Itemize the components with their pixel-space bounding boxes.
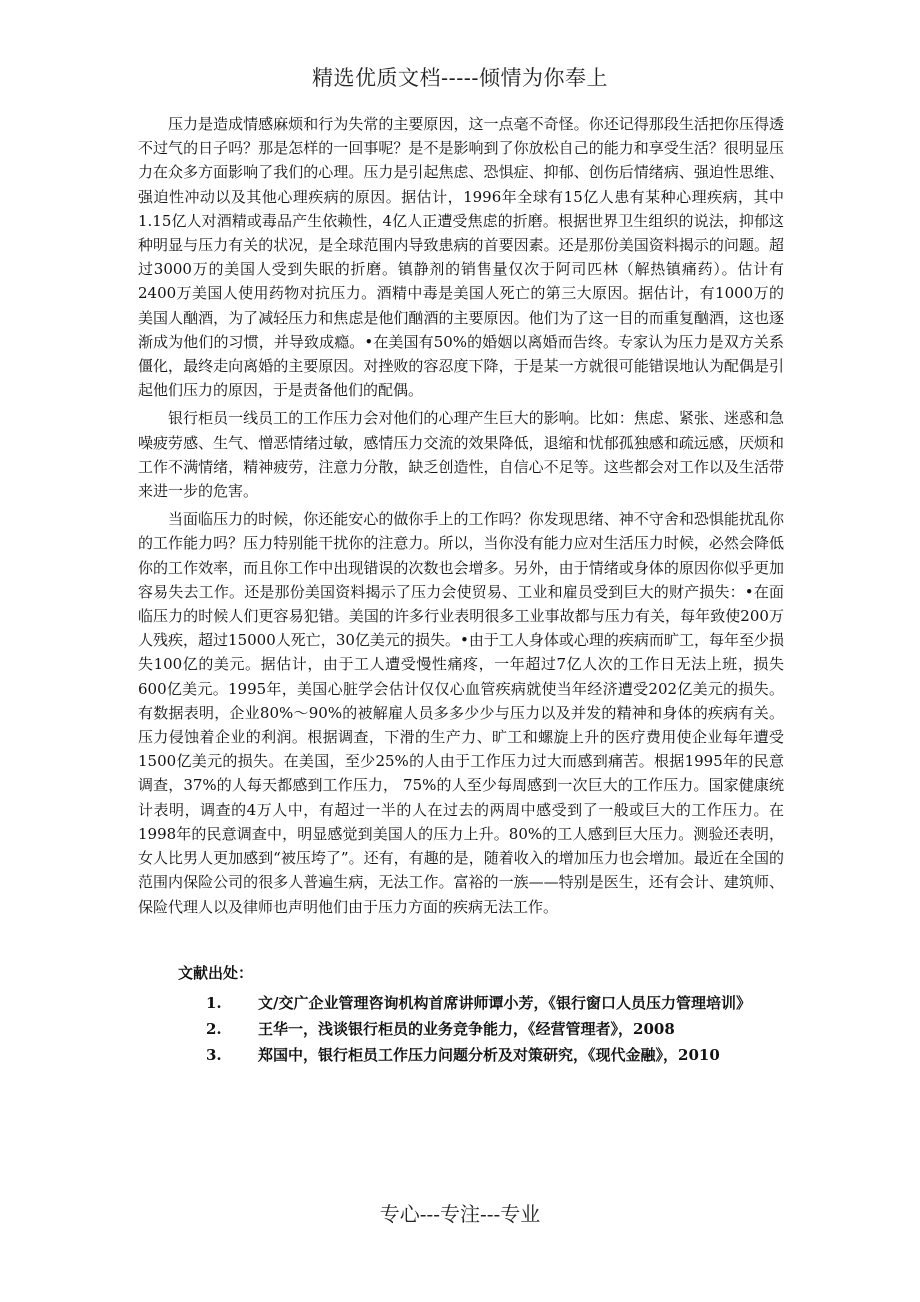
- paragraph-stress-causes: 压力是造成情感麻烦和行为失常的主要原因，这一点毫不奇怪。你还记得那段生活把你压得透不过气的日子吗？那是怎样的一回事呢？是不是影响到了你放松自己的能力和享受生活？很明显压力在众多方面影响了我们的心理。压力是引起焦虑、恐惧症、抑郁、创伤后情绪病、强迫性思维、强迫性冲动以及其他心理疾病的原因。据估计，1996年全球有15亿人患有某种心理疾病，其中1.15亿人对酒精或毒品产生依赖性，4亿人正遭受焦虑的折磨。根据世界卫生组织的说法，抑郁这种明显与压力有关的状况，是全球范围内导致患病的首要因素。还是那份美国资料揭示的问题。超过3000万的美国人受到失眠的折磨。镇静剂的销售量仅次于阿司匹林（解热镇痛药）。估计有2400万美国人使用药物对抗压力。酒精中毒是美国人死亡的第三大原因。据估计，有1000万的美国人酗酒，为了减轻压力和焦虑是他们酗酒的主要原因。他们为了这一目的而重复酗酒，这也逐渐成为他们的习惯，并导致成瘾。•在美国有50%的婚姻以离婚而告终。专家认为压力是双方关系僵化，最终走向离婚的主要原因。对挫败的容忍度下降，于是某一方就很可能错误地认为配偶是引起他们压力的原因，于是责备他们的配偶。: [138, 115, 784, 400]
- reference-text: 郑国中，银行柜员工作压力问题分析及对策研究，《现代金融》，2010: [258, 1046, 720, 1064]
- reference-item: [138, 990, 818, 1016]
- reference-item: [138, 1042, 818, 1068]
- reference-number: 3.: [206, 1046, 222, 1064]
- reference-number: 2.: [206, 1020, 222, 1038]
- paragraph-work-stress: 当面临压力的时候，你还能安心的做你手上的工作吗？你发现思绪、神不守舍和恐惧能扰乱你的工作能力吗？压力特别能干扰你的注意力。所以，当你没有能力应对生活压力时候，必然会降低你的工作效率，而且你工作中出现错误的次数也会增多。另外，由于情绪或身体的原因你似乎更加容易失去工作。还是那份美国资料揭示了压力会使贸易、工业和雇员受到巨大的财产损失：•在面临压力的时候人们更容易犯错。美国的许多行业表明很多工业事故都与压力有关，每年致使200万人残疾，超过15000人死亡，30亿美元的损失。•由于工人身体或心理的疾病而旷工，每年至少损失100亿的美元。据估计，由于工人遭受慢性痛疼，一年超过7亿人次的工作日无法上班，损失600亿美元。1995年，美国心脏学会估计仅仅心血管疾病就使当年经济遭受202亿美元的损失。有数据表明，企业80%～90%的被解雇人员多多少少与压力以及并发的精神和身体的疾病有关。压力侵蚀着企业的利润。根据调查，下滑的生产力、旷工和螺旋上升的医疗费用使企业每年遭受1500亿美元的损失。在美国，至少25%的人由于工作压力过大而感到痛苦。根据1995年的民意调查，37%的人每天都感到工作压力， 75%的人至少每周感到一次巨大的工作压力。国家健康统计表明，调查的4万人中，有超过一半的人在过去的两周中感受到了一般或巨大的工作压力。在1998年的民意调查中，明显感觉到美国人的压力上升。80%的工人感到巨大压力。测验还表明，女人比男人更加感到“被压垮了”。还有，有趣的是，随着收入的增加压力也会增加。最近在全国的范围内保险公司的很多人普遍生病，无法工作。富裕的一族——特别是医生，还有会计、建筑师、保险代理人以及律师也声明他们由于压力方面的疾病无法工作。: [138, 510, 784, 916]
- references-title: 文献出处：: [178, 964, 254, 982]
- reference-text: 文/交广企业管理咨询机构首席讲师谭小芳，《银行窗口人员压力管理培训》: [258, 994, 751, 1012]
- reference-text: 王华一，浅谈银行柜员的业务竞争能力，《经营管理者》，2008: [258, 1020, 675, 1038]
- references-section: [138, 960, 818, 1068]
- references-list: [138, 990, 818, 1068]
- reference-item: [138, 1016, 818, 1042]
- page-header: 精选优质文档-----倾情为你奉上: [312, 66, 608, 90]
- document-body: [138, 112, 784, 923]
- page-footer: 专心---专注---专业: [379, 1202, 541, 1226]
- paragraph-teller-impact: 银行柜员一线员工的工作压力会对他们的心理产生巨大的影响。比如：焦虑、紧张、迷惑和急噪疲劳感、生气、憎恶情绪过敏，感情压力交流的效果降低，退缩和忧郁孤独感和疏远感，厌烦和工作不满情绪，精神疲劳，注意力分散，缺乏创造性，自信心不足等。这些都会对工作以及生活带来进一步的危害。: [138, 409, 784, 501]
- reference-number: 1.: [206, 994, 222, 1012]
